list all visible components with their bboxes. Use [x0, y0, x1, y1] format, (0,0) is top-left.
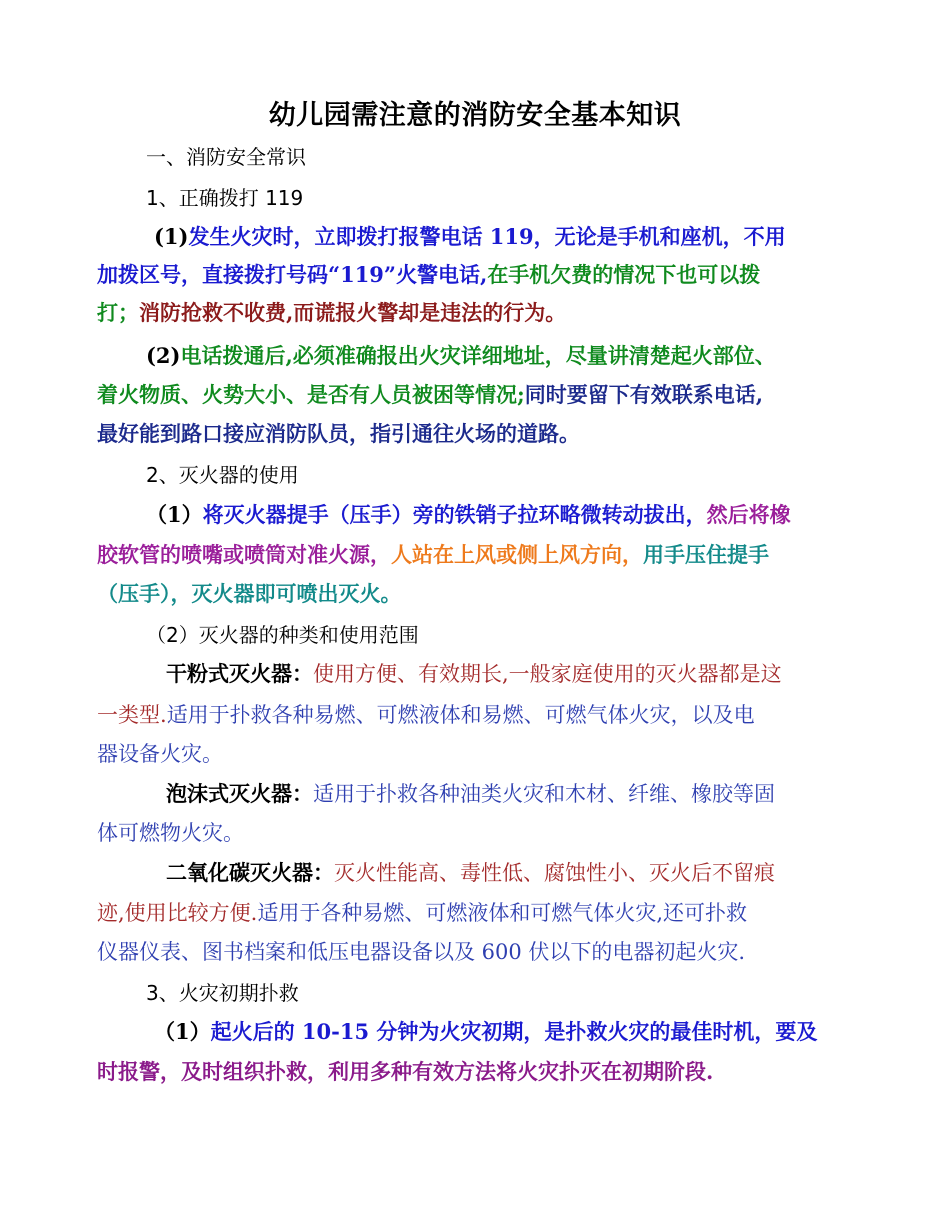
- item-heading-3: 3、火灾初期扑救: [146, 981, 299, 1005]
- item-heading-2: 2、灭火器的使用: [146, 463, 299, 487]
- foam-text-1: 适用于扑救各种油类火灾和木材、纤维、橡胶等固: [313, 782, 775, 806]
- paragraph-1-text-3b: 消防抢救不收费,而谎报火警却是违法的行为。: [139, 300, 567, 325]
- co2-line-1: [166, 858, 775, 888]
- co2-text-1: 灭火性能高、毒性低、腐蚀性小、灭火后不留痕: [334, 861, 775, 885]
- paragraph-1-line-3: [97, 298, 566, 328]
- paragraph-2-text-2a: 着火物质、火势大小、是否有人员被困等情况;: [97, 382, 525, 407]
- paragraph-1-line-2: [97, 260, 760, 290]
- paragraph-4-line-1: [154, 1017, 817, 1047]
- dry-powder-line-1: [166, 659, 782, 689]
- paragraph-1-text-2a: 加拨区号，直接拨打号码“119”火警电话,: [97, 262, 488, 287]
- section-heading-1: 一、消防安全常识: [146, 145, 306, 169]
- paragraph-1-prefix: (1): [154, 224, 189, 249]
- dry-powder-text-2b: 适用于扑救各种易燃、可燃液体和易燃、可燃气体火灾，以及电: [166, 703, 755, 727]
- co2-line-2: [97, 898, 747, 928]
- co2-line-3: 仪器仪表、图书档案和低压电器设备以及 600 伏以下的电器初起火灾.: [97, 940, 746, 964]
- paragraph-1-text-1: 发生火灾时，立即拨打报警电话 119，无论是手机和座机，不用: [188, 224, 786, 249]
- paragraph-3-text-1b: 然后将橡: [706, 502, 791, 527]
- item-heading-2-2: （2）灭火器的种类和使用范围: [146, 623, 419, 647]
- dry-powder-line-2: [97, 700, 755, 730]
- page-title: 幼儿园需注意的消防安全基本知识: [268, 100, 682, 131]
- paragraph-4-text-1: 起火后的 10-15 分钟为火灾初期，是扑救火灾的最佳时机，要及: [210, 1019, 818, 1044]
- paragraph-3-prefix: （1）: [146, 502, 203, 527]
- paragraph-4-line-2: 时报警，及时组织扑救，利用多种有效方法将火灾扑灭在初期阶段.: [97, 1059, 714, 1084]
- co2-label: 二氧化碳灭火器：: [166, 860, 334, 885]
- paragraph-2-line-1: [146, 341, 776, 371]
- paragraph-3-line-3: （压手），灭火器即可喷出灭火。: [97, 581, 402, 606]
- paragraph-1-line-1: [154, 222, 786, 252]
- paragraph-1-text-2b: 在手机欠费的情况下也可以拨: [487, 262, 761, 287]
- paragraph-3-line-1: [146, 500, 791, 530]
- paragraph-4-prefix: （1）: [154, 1019, 211, 1044]
- dry-powder-line-3: 器设备火灾。: [97, 742, 223, 766]
- dry-powder-label: 干粉式灭火器：: [166, 661, 313, 686]
- foam-line-2: 体可燃物火灾。: [97, 821, 244, 845]
- paragraph-3-text-2a: 胶软管的喷嘴或喷筒对准火源，: [97, 542, 391, 567]
- paragraph-3-text-2b: 人站在上风或侧上风方向，: [391, 542, 643, 567]
- paragraph-1-text-3a: 打；: [97, 300, 139, 325]
- paragraph-3-text-2c: 用手压住提手: [643, 542, 769, 567]
- paragraph-2-line-2: [97, 380, 763, 410]
- foam-line-1: [166, 779, 775, 809]
- item-heading-1: 1、正确拨打 119: [146, 186, 304, 210]
- paragraph-2-text-2b: 同时要留下有效联系电话,: [524, 382, 764, 407]
- paragraph-2-text-1: 电话拨通后,必须准确报出火灾详细地址，尽量讲清楚起火部位、: [180, 343, 776, 368]
- foam-label: 泡沫式灭火器：: [166, 781, 313, 806]
- paragraph-3-line-2: [97, 540, 769, 570]
- dry-powder-text-2a: 一类型.: [97, 703, 167, 727]
- co2-text-2b: 适用于各种易燃、可燃液体和可燃气体火灾,还可扑救: [257, 901, 748, 925]
- co2-text-2a: 迹,使用比较方便.: [97, 901, 258, 925]
- paragraph-2-line-3: 最好能到路口接应消防队员，指引通往火场的道路。: [97, 421, 580, 446]
- paragraph-2-prefix: (2): [146, 343, 181, 368]
- dry-powder-text-1: 使用方便、有效期长,一般家庭使用的灭火器都是这: [313, 662, 782, 686]
- paragraph-3-text-1a: 将灭火器提手（压手）旁的铁销子拉环略微转动拔出，: [202, 502, 707, 527]
